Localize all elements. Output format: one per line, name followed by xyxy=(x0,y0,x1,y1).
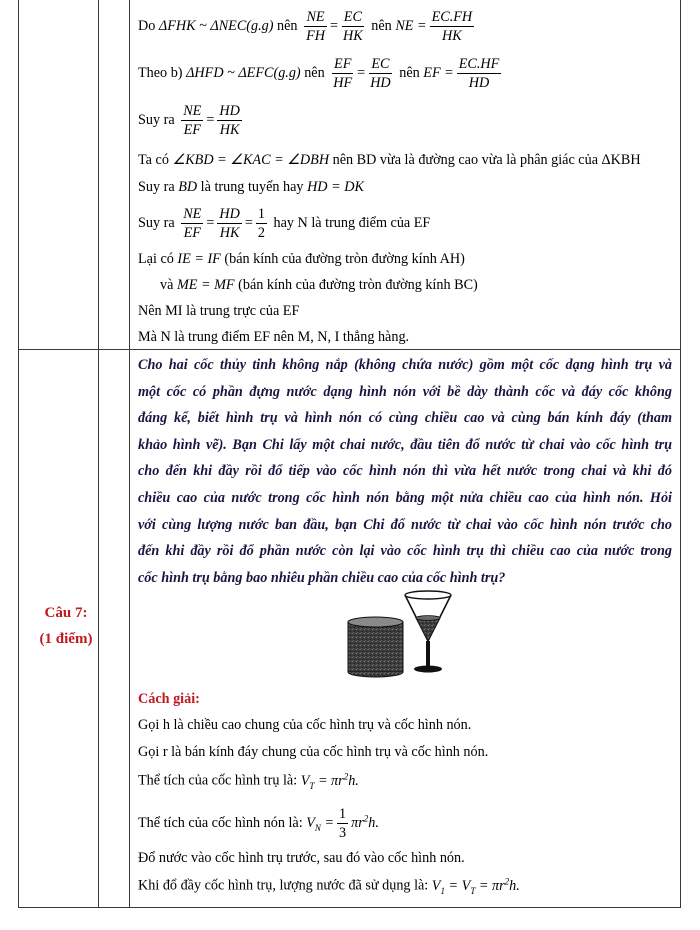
fraction-echf-hd: $\frac{EC.HF}{HD}$ xyxy=(458,56,500,92)
fraction-ecfh-hk: $\frac{EC.FH}{HK}$ xyxy=(431,9,473,45)
table-left-border xyxy=(18,0,19,908)
question-points: (1 điểm) xyxy=(39,631,93,647)
solution-title: Cách giải: xyxy=(138,691,200,707)
solution-step-h: Gọi h là chiều cao chung của cốc hình trụ và cốc hình nón. xyxy=(138,717,472,733)
step-similarity-hfd-efc: Theo b) ΔHFD ~ ΔEFC(g.g) nên $\frac{EF}{HF}$ = $\frac{EC}{HD}$ nên EF = $\frac{EC.HF}{HD}$ xyxy=(138,56,500,92)
step-angles-equal: Ta có ∠KBD = ∠KAC = ∠DBH nên BD vừa là đường cao vừa là phân giác của ΔKBH xyxy=(138,152,641,168)
fraction-ef-hf: $\frac{EF}{HF}$ xyxy=(333,56,353,92)
table-row-divider xyxy=(18,349,681,350)
solution-volume-cylinder: Thể tích của cốc hình trụ là: $V_T = \pi r^2h$. xyxy=(138,771,359,791)
cone-glass-icon xyxy=(405,591,451,673)
step-bd-median: Suy ra BD là trung tuyến hay HD = DK xyxy=(138,179,364,195)
table-col-divider-2 xyxy=(129,0,130,908)
cylinder-glass-icon xyxy=(348,617,403,677)
fraction-ec-hd: $\frac{EC}{HD}$ xyxy=(370,56,391,92)
table-bottom-border xyxy=(18,907,681,908)
step-ratio-ne-ef: Suy ra $\frac{NE}{EF}$ = $\frac{HD}{HK}$ xyxy=(138,103,240,139)
step-mi-bisector: Nên MI là trung trực của EF xyxy=(138,303,300,319)
step-collinear: Mà N là trung điểm EF nên M, N, I thẳng hàng. xyxy=(138,329,410,345)
solution-volume-cone: Thể tích của cốc hình nón là: $V_N$ = $\frac{1}{3}$ $\pi r^2h$. xyxy=(138,806,379,842)
similar-triangles: ΔFHK ~ ΔNEC xyxy=(158,17,247,34)
solution-pour-order: Đổ nước vào cốc hình trụ trước, sau đó vào cốc hình nón. xyxy=(138,850,465,866)
problem-statement-last-line: cốc hình trụ bằng bao nhiêu phần chiều cao của cốc hình trụ? xyxy=(138,570,506,586)
problem-statement: Cho hai cốc thủy tinh không nắp (không chứa nước) gồm một cốc dạng hình trụ và một cốc có phần đựng nước dạng hình nón với bề dày thành cốc và đáy cốc không đáng kể, biết hình trụ và hình nón có cùng chiều cao và cùng bán kính đáy (tham khảo hình vẽ). Bạn Chi lấy một chai nước, đầu tiên đổ nước từ chai vào cốc hình trụ cho đến khi đầy rồi đổ tiếp vào cốc hình nón thì vừa hết nước trong chai và khi đó chiều cao của nước trong cốc hình nón bằng một nửa chiều cao của hình nón. Hỏi với cùng lượng nước ban đầu, bạn Chi đổ nước từ chai vào cốc hình nón trước cho đến khi đầy rồi đổ phần nước còn lại vào cốc hình trụ thì chiều cao của nước trong xyxy=(138,357,672,560)
glasses-illustration xyxy=(340,585,460,685)
table-right-border xyxy=(680,0,681,908)
question-label: Câu 7: xyxy=(44,605,88,621)
step-n-midpoint: Suy ra $\frac{NE}{EF}$ = $\frac{HD}{HK}$ = $\frac{1}{2}$ hay N là trung điểm của EF xyxy=(138,206,431,242)
step-me-mf: và ME = MF (bán kính của đường tròn đường kính BC) xyxy=(160,277,478,293)
solution-step-r: Gọi r là bán kính đáy chung của cốc hình trụ và cốc hình nón. xyxy=(138,744,489,760)
fraction-ec-hk: $\frac{EC}{HK}$ xyxy=(343,9,363,45)
solution-water-used: Khi đổ đầy cốc hình trụ, lượng nước đã sử dụng là: $V_1 = V_T = \pi r^2h$. xyxy=(138,876,520,896)
fraction-ne-fh: $\frac{NE}{FH}$ xyxy=(306,9,325,45)
step-ie-if: Lại có IE = IF (bán kính của đường tròn đường kính AH) xyxy=(138,251,465,267)
step-similarity-fhk-nec: Do ΔFHK ~ ΔNEC(g.g) nên $\frac{NE}{FH}$ = $\frac{EC}{HK}$ nên NE = $\frac{EC.FH}{HK}$ xyxy=(138,9,473,45)
table-col-divider-1 xyxy=(98,0,99,908)
